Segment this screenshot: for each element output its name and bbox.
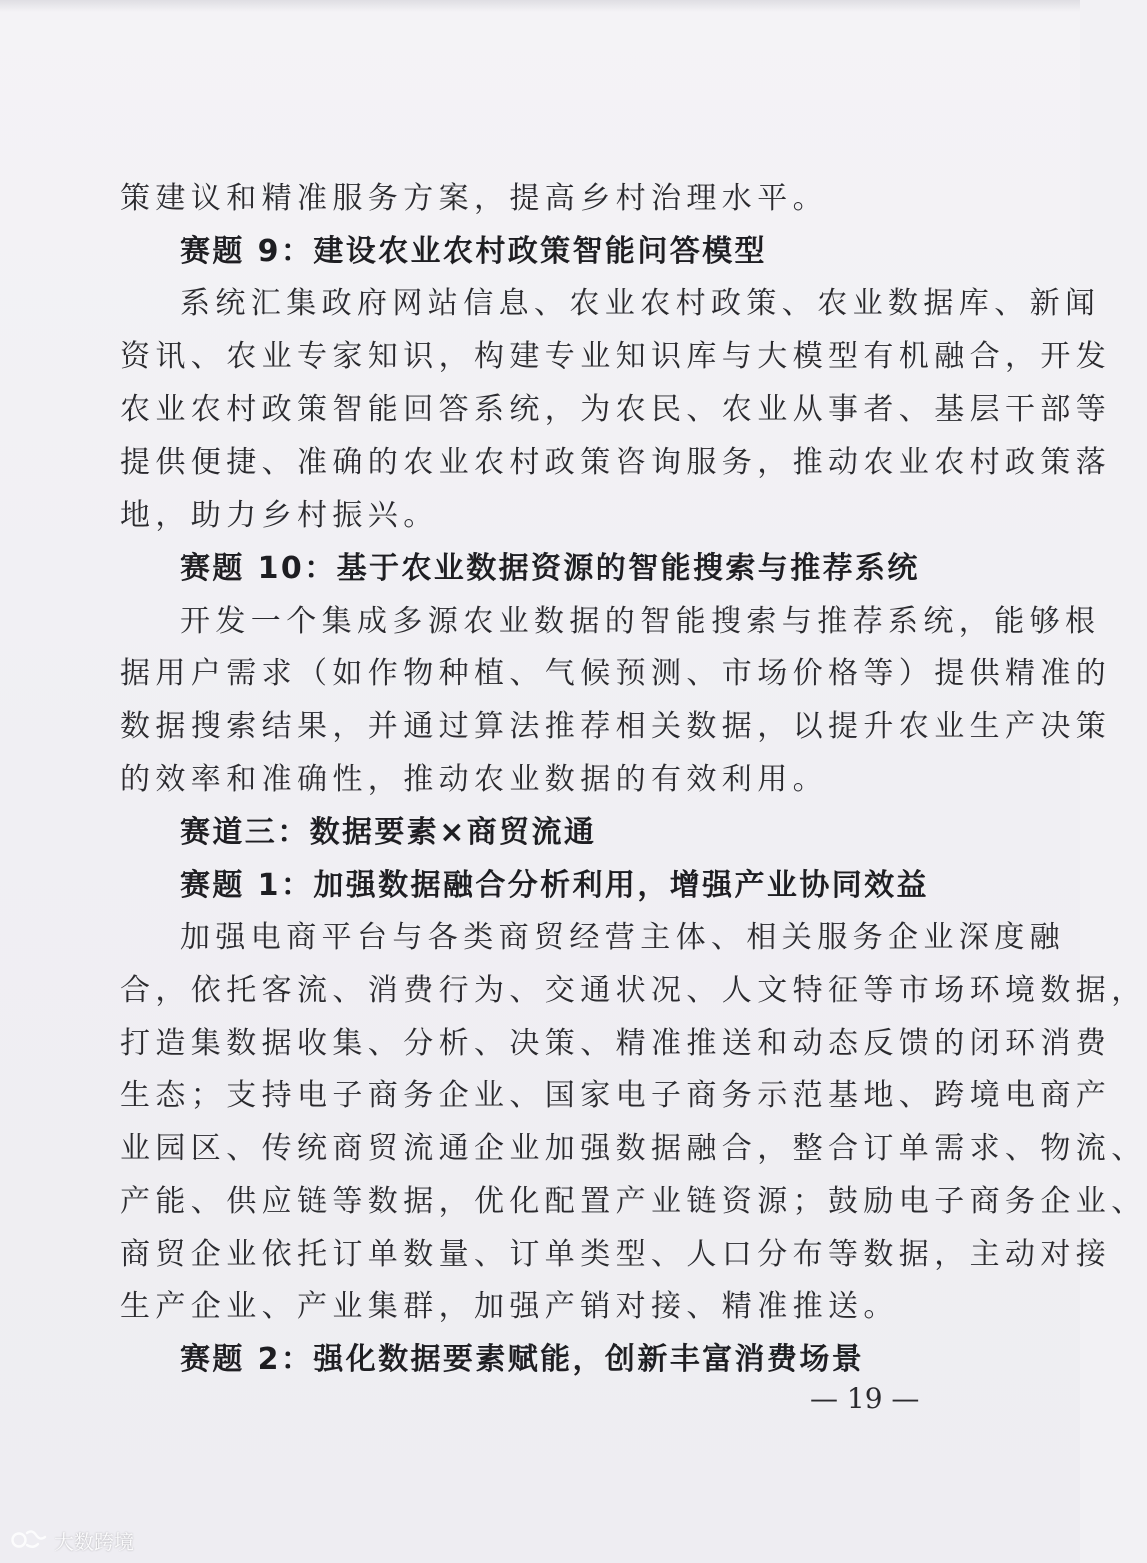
- watermark-text: 大数跨境: [54, 1529, 134, 1554]
- text-line: 商贸企业依托订单数量、订单类型、人口分布等数据，主动对接: [120, 1237, 1112, 1272]
- text-line: 打造集数据收集、分析、决策、精准推送和动态反馈的闭环消费: [120, 1026, 1112, 1061]
- section-heading: 赛题 10：基于农业数据资源的智能搜索与推荐系统: [180, 551, 920, 586]
- section-heading: 赛题 1：加强数据融合分析利用，增强产业协同效益: [180, 868, 929, 903]
- section-heading: 赛题 9：建设农业农村政策智能问答模型: [180, 234, 767, 269]
- page-number: — 19 —: [810, 1382, 920, 1415]
- text-line: 系统汇集政府网站信息、农业农村政策、农业数据库、新闻: [180, 286, 1101, 321]
- text-line: 的效率和准确性，推动农业数据的有效利用。: [120, 762, 828, 797]
- text-line: 据用户需求（如作物种植、气候预测、市场价格等）提供精准的: [120, 656, 1112, 691]
- text-line: 产能、供应链等数据，优化配置产业链资源；鼓励电子商务企业、: [120, 1184, 1147, 1219]
- brand-logo-icon: [10, 1527, 48, 1553]
- watermark: [10, 1525, 134, 1555]
- text-line: 数据搜索结果，并通过算法推荐相关数据，以提升农业生产决策: [120, 709, 1112, 744]
- text-line: 生态；支持电子商务企业、国家电子商务示范基地、跨境电商产: [120, 1078, 1112, 1113]
- text-line: 资讯、农业专家知识，构建专业知识库与大模型有机融合，开发: [120, 339, 1112, 374]
- section-heading: 赛题 2：强化数据要素赋能，创新丰富消费场景: [180, 1342, 865, 1377]
- text-line: 策建议和精准服务方案，提高乡村治理水平。: [120, 181, 828, 216]
- text-line: 提供便捷、准确的农业农村政策咨询服务，推动农业农村政策落: [120, 445, 1112, 480]
- text-line: 合，依托客流、消费行为、交通状况、人文特征等市场环境数据，: [120, 973, 1147, 1008]
- text-line: 生产企业、产业集群，加强产销对接、精准推送。: [120, 1289, 899, 1324]
- text-line: 业园区、传统商贸流通企业加强数据融合，整合订单需求、物流、: [120, 1131, 1147, 1166]
- track-heading: 赛道三：数据要素×商贸流通: [180, 815, 597, 850]
- text-line: 农业农村政策智能回答系统，为农民、农业从事者、基层干部等: [120, 392, 1112, 427]
- text-line: 加强电商平台与各类商贸经营主体、相关服务企业深度融: [180, 920, 1065, 955]
- text-line: 开发一个集成多源农业数据的智能搜索与推荐系统，能够根: [180, 604, 1101, 639]
- text-line: 地，助力乡村振兴。: [120, 498, 439, 533]
